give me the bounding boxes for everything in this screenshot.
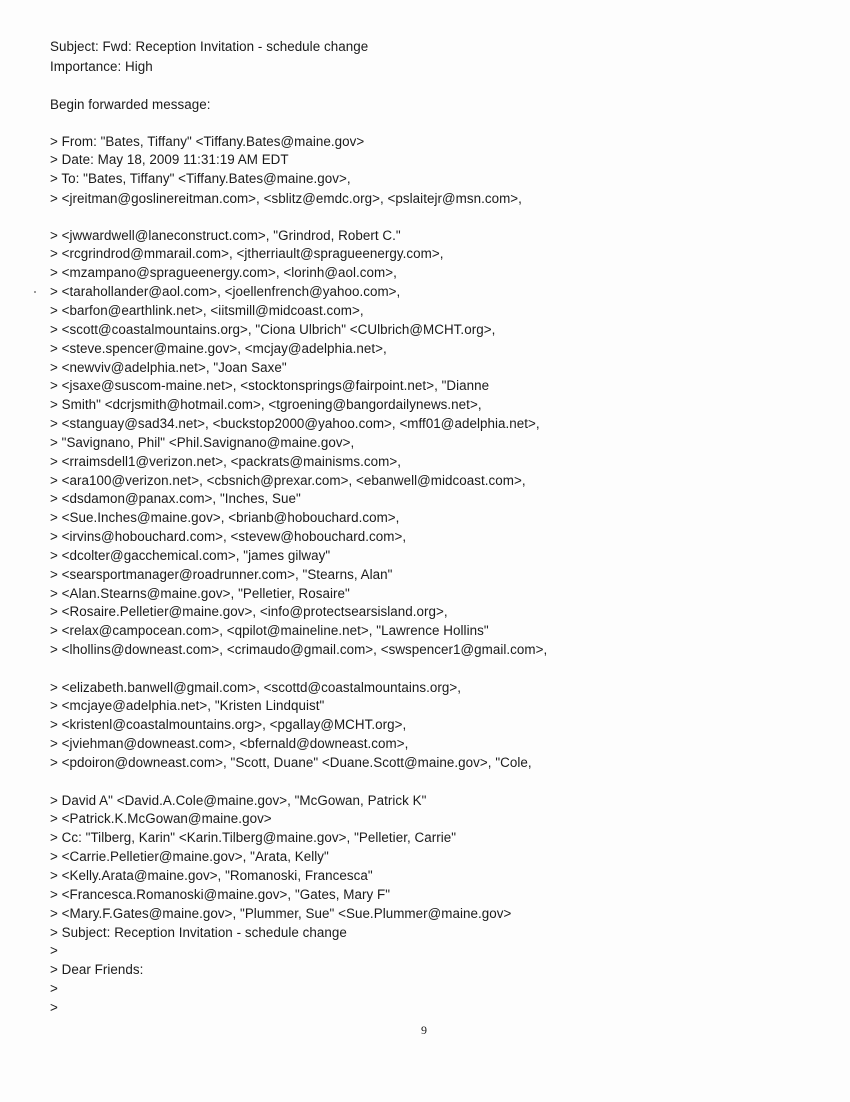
page-number: 9 bbox=[421, 1023, 427, 1037]
body-line: > <Carrie.Pelletier@maine.gov>, "Arata, Kelly" bbox=[50, 849, 329, 864]
body-line: > David A" <David.A.Cole@maine.gov>, "McGowan, Patrick K" bbox=[50, 793, 427, 808]
begin-forwarded-line: Begin forwarded message: bbox=[50, 97, 211, 112]
body-line: > <jreitman@goslinereitman.com>, <sblitz@emdc.org>, <pslaitejr@msn.com>, bbox=[50, 191, 522, 206]
body-line: > To: "Bates, Tiffany" <Tiffany.Bates@maine.gov>, bbox=[50, 171, 351, 186]
body-line: > <tarahollander@aol.com>, <joellenfrench@yahoo.com>, bbox=[50, 284, 401, 299]
body-line: > Date: May 18, 2009 11:31:19 AM EDT bbox=[50, 152, 289, 167]
body-line: > <stanguay@sad34.net>, <buckstop2000@yahoo.com>, <mff01@adelphia.net>, bbox=[50, 416, 540, 431]
body-line: > <rraimsdell1@verizon.net>, <packrats@mainisms.com>, bbox=[50, 454, 401, 469]
body-line: > <kristenl@coastalmountains.org>, <pgallay@MCHT.org>, bbox=[50, 717, 407, 732]
subject-line: Subject: Fwd: Reception Invitation - schedule change bbox=[50, 39, 369, 54]
body-line: > <pdoiron@downeast.com>, "Scott, Duane" <Duane.Scott@maine.gov>, "Cole, bbox=[50, 755, 532, 770]
body-line: > Cc: "Tilberg, Karin" <Karin.Tilberg@maine.gov>, "Pelletier, Carrie" bbox=[50, 830, 457, 845]
body-line: > <jwwardwell@laneconstruct.com>, "Grindrod, Robert C." bbox=[50, 228, 401, 243]
body-line: > Smith" <dcrjsmith@hotmail.com>, <tgroening@bangordailynews.net>, bbox=[50, 397, 482, 412]
body-line: > Subject: Reception Invitation - schedule change bbox=[50, 925, 347, 940]
body-line: > <elizabeth.banwell@gmail.com>, <scottd@coastalmountains.org>, bbox=[50, 680, 462, 695]
body-line: > <Kelly.Arata@maine.gov>, "Romanoski, Francesca" bbox=[50, 868, 373, 883]
body-line: > <Francesca.Romanoski@maine.gov>, "Gates, Mary F" bbox=[50, 887, 391, 902]
body-line: > bbox=[50, 1000, 58, 1015]
body-line: > <Alan.Stearns@maine.gov>, "Pelletier, Rosaire" bbox=[50, 586, 350, 601]
body-line: > <jviehman@downeast.com>, <bfernald@downeast.com>, bbox=[50, 736, 409, 751]
body-line: > Dear Friends: bbox=[50, 962, 144, 977]
body-line: > <mzampano@spragueenergy.com>, <lorinh@aol.com>, bbox=[50, 265, 397, 280]
body-line: > <lhollins@downeast.com>, <crimaudo@gmail.com>, <swspencer1@gmail.com>, bbox=[50, 642, 548, 657]
body-line: > <dsdamon@panax.com>, "Inches, Sue" bbox=[50, 491, 301, 506]
body-line: > <Sue.Inches@maine.gov>, <brianb@hobouchard.com>, bbox=[50, 510, 400, 525]
body-line: > <barfon@earthlink.net>, <iitsmill@midcoast.com>, bbox=[50, 303, 364, 318]
body-line: > "Savignano, Phil" <Phil.Savignano@maine.gov>, bbox=[50, 435, 355, 450]
body-line: > From: "Bates, Tiffany" <Tiffany.Bates@maine.gov> bbox=[50, 134, 365, 149]
scan-speck bbox=[34, 291, 36, 293]
body-line: > <ara100@verizon.net>, <cbsnich@prexar.com>, <ebanwell@midcoast.com>, bbox=[50, 473, 526, 488]
body-line: > <Patrick.K.McGowan@maine.gov> bbox=[50, 811, 272, 826]
body-line: > <relax@campocean.com>, <qpilot@maineline.net>, "Lawrence Hollins" bbox=[50, 623, 489, 638]
body-line: > <Rosaire.Pelletier@maine.gov>, <info@protectsearsisland.org>, bbox=[50, 604, 448, 619]
body-line: > <dcolter@gacchemical.com>, "james gilway" bbox=[50, 548, 331, 563]
body-line: > <searsportmanager@roadrunner.com>, "Stearns, Alan" bbox=[50, 567, 393, 582]
body-line: > <irvins@hobouchard.com>, <stevew@hobouchard.com>, bbox=[50, 529, 407, 544]
body-line: > bbox=[50, 981, 58, 996]
importance-line: Importance: High bbox=[50, 59, 153, 74]
body-line: > <scott@coastalmountains.org>, "Ciona Ulbrich" <CUlbrich@MCHT.org>, bbox=[50, 322, 496, 337]
body-line: > <newviv@adelphia.net>, "Joan Saxe" bbox=[50, 360, 287, 375]
body-line: > <Mary.F.Gates@maine.gov>, "Plummer, Sue" <Sue.Plummer@maine.gov> bbox=[50, 906, 512, 921]
body-line: > <steve.spencer@maine.gov>, <mcjay@adelphia.net>, bbox=[50, 341, 387, 356]
body-line: > <rcgrindrod@mmarail.com>, <jtherriault@spragueenergy.com>, bbox=[50, 246, 444, 261]
body-line: > <mcjaye@adelphia.net>, "Kristen Lindquist" bbox=[50, 698, 325, 713]
body-line: > <jsaxe@suscom-maine.net>, <stocktonsprings@fairpoint.net>, "Dianne bbox=[50, 378, 490, 393]
body-line: > bbox=[50, 943, 58, 958]
